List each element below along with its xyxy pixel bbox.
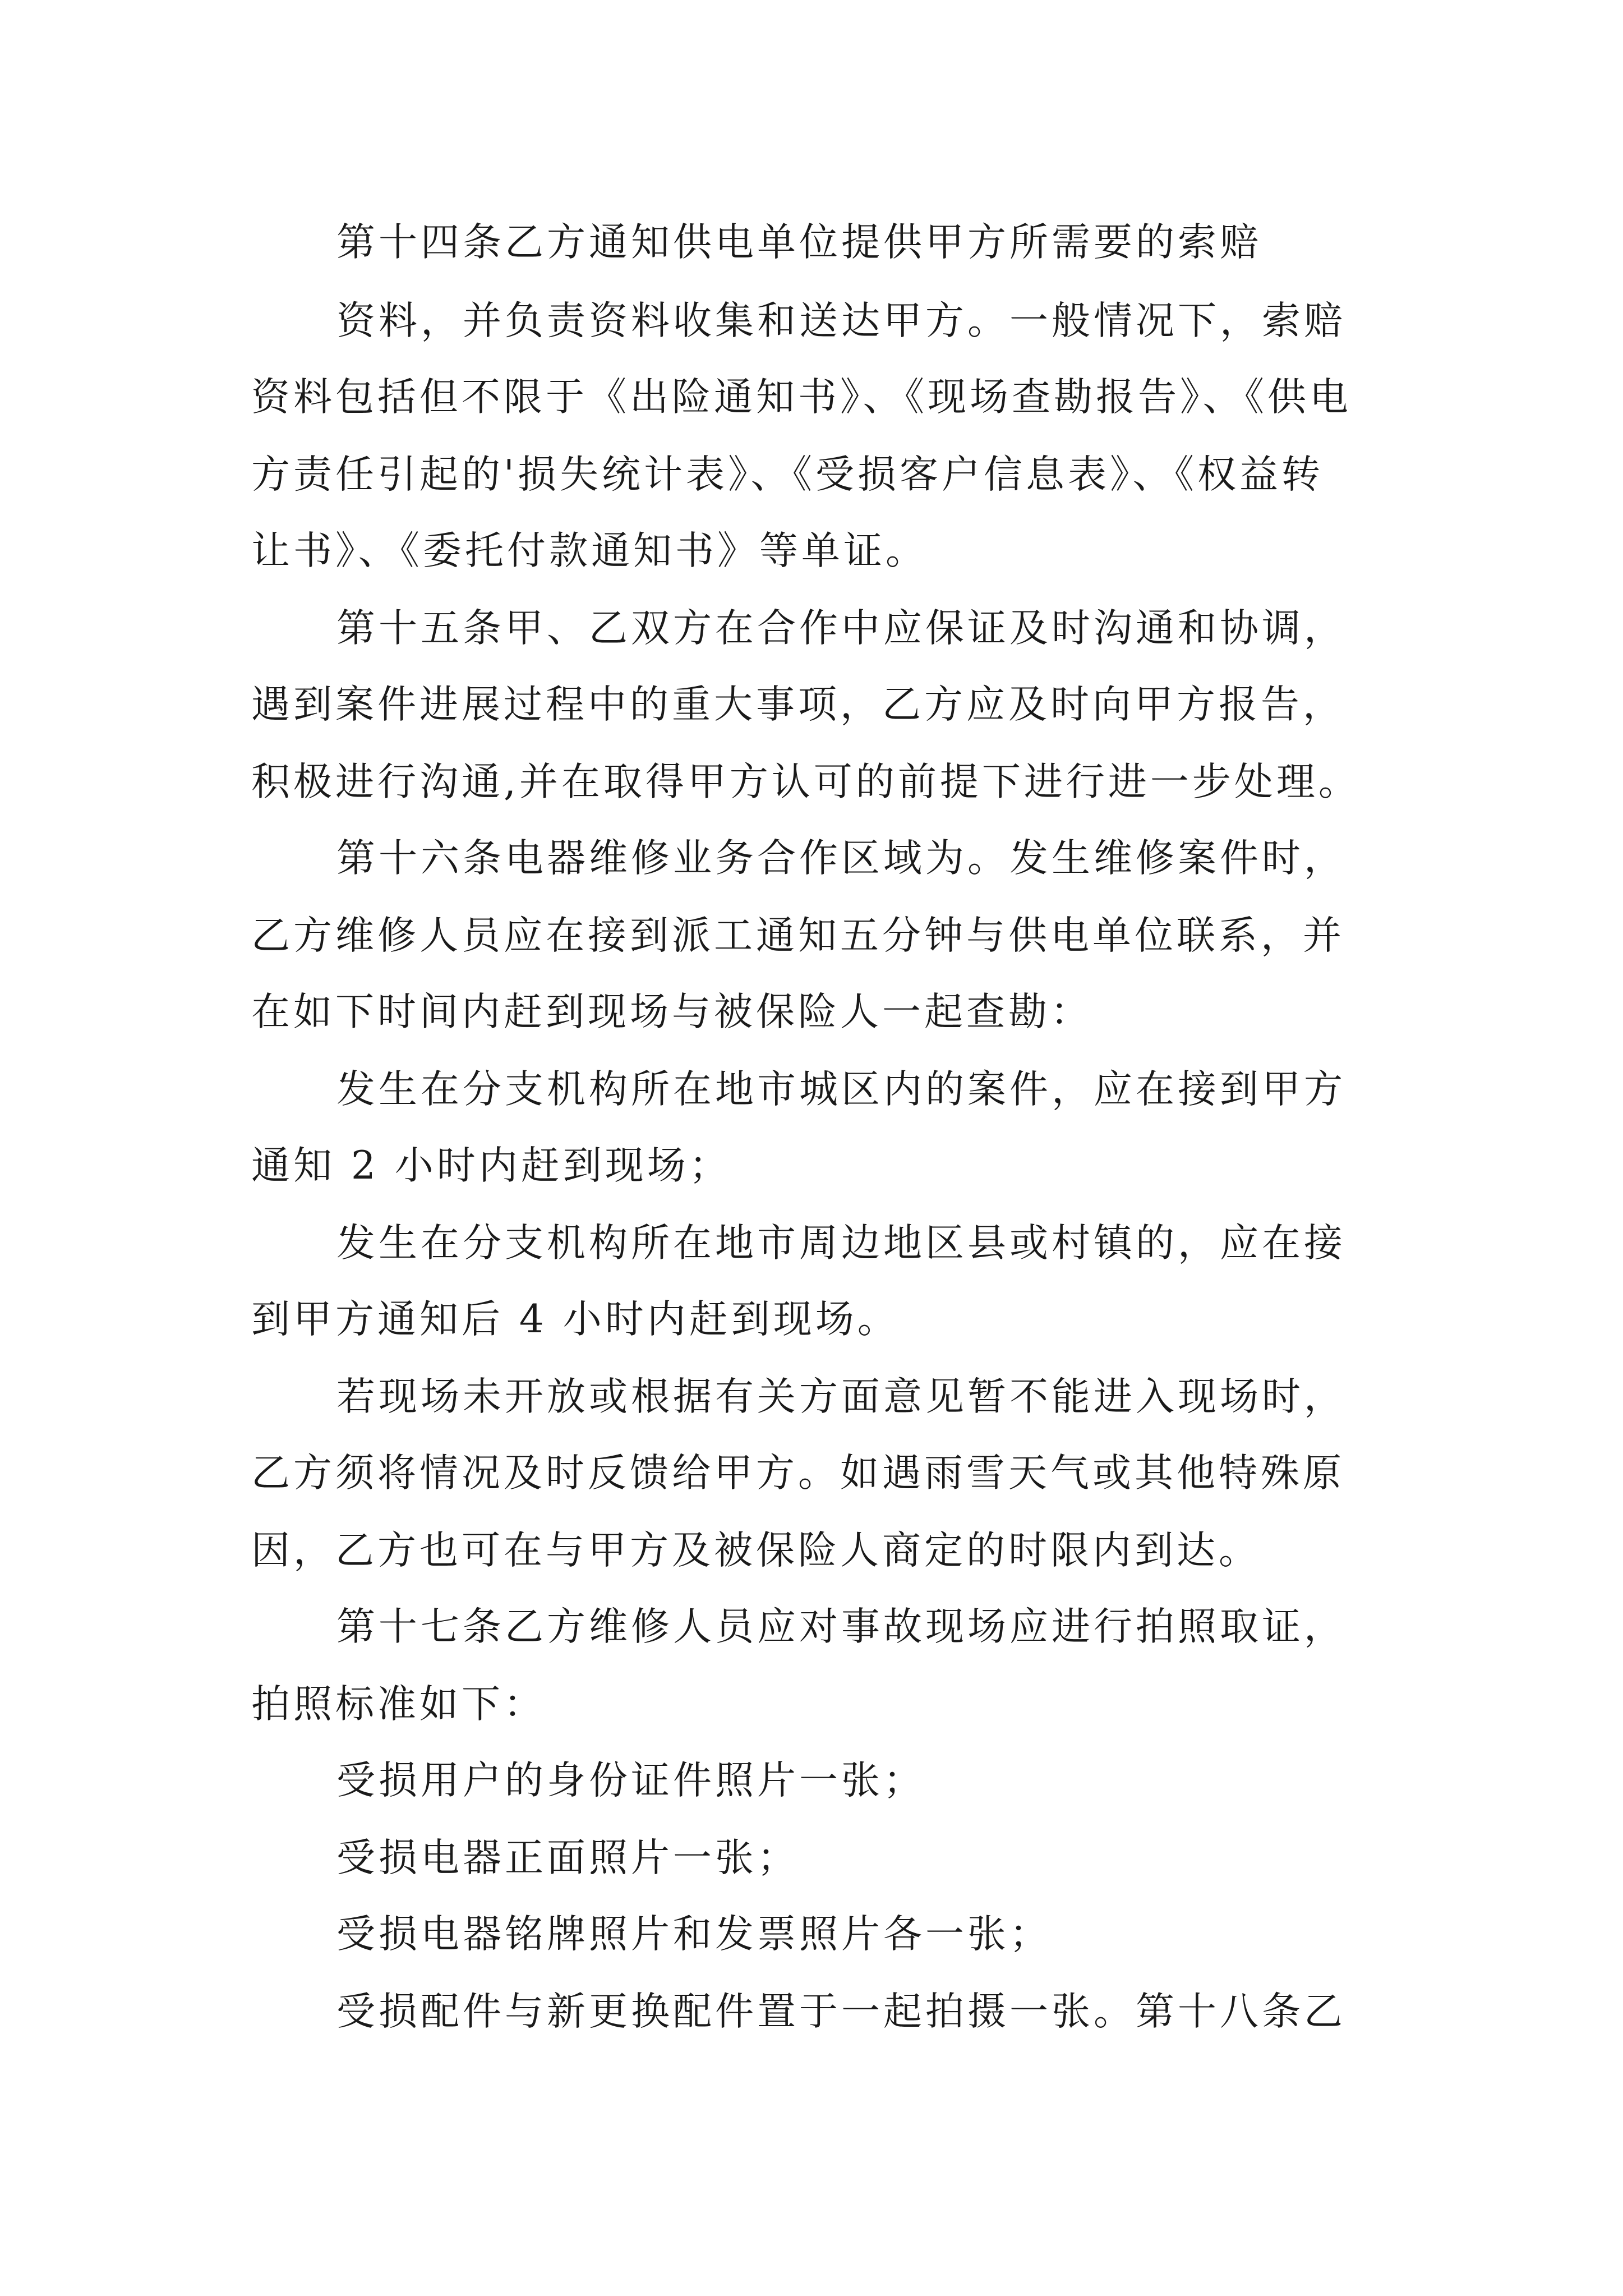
text-line: 资料，并负责资料收集和送达甲方。一般情况下，索赔 [336,298,1346,343]
text-line: 乙方维修人员应在接到派工通知五分钟与供电单位联系，并 [251,913,1345,958]
text-line: 受损配件与新更换配件置于一起拍摄一张。第十八条乙 [336,1989,1346,2034]
text-line: 在如下时间内赶到现场与被保险人一起查勘： [251,990,1092,1034]
text-line: 第十七条乙方维修人员应对事故现场应进行拍照取证， [336,1604,1346,1649]
text-line: 受损用户的身份证件照片一张； [336,1758,925,1803]
text-line: 受损电器铭牌照片和发票照片各一张； [336,1912,1052,1957]
text-line: 因，乙方也可在与甲方及被保险人商定的时限内到达。 [251,1528,1261,1573]
text-line: 通知 2 小时内赶到现场； [251,1143,731,1188]
text-line: 积极进行沟通,并在取得甲方认可的前提下进行进一步处理。 [251,760,1361,804]
text-line: 第十六条电器维修业务合作区域为。发生维修案件时， [336,836,1346,881]
text-line: 发生在分支机构所在地市城区内的案件，应在接到甲方 [336,1067,1346,1112]
text-line: 若现场未开放或根据有关方面意见暂不能进入现场时， [336,1374,1346,1419]
text-line: 方责任引起的'损失统计表》、《受损客户信息表》、《权益转 [251,452,1324,497]
text-line: 到甲方通知后 4 小时内赶到现场。 [251,1297,900,1342]
text-line: 遇到案件进展过程中的重大事项，乙方应及时向甲方报告， [251,682,1345,727]
text-line: 让书》、《委托付款通知书》等单证。 [251,528,928,573]
text-line: 拍照标准如下： [251,1682,546,1727]
text-line: 发生在分支机构所在地市周边地区县或村镇的，应在接 [336,1221,1346,1266]
text-line: 乙方须将情况及时反馈给甲方。如遇雨雪天气或其他特殊原 [251,1451,1345,1496]
text-line: 第十四条乙方通知供电单位提供甲方所需要的索赔 [336,220,1262,265]
text-line: 第十五条甲、乙双方在合作中应保证及时沟通和协调， [336,606,1346,651]
text-line: 资料包括但不限于《出险通知书》、《现场查勘报告》、《供电 [251,375,1352,420]
text-line: 受损电器正面照片一张； [336,1835,799,1880]
